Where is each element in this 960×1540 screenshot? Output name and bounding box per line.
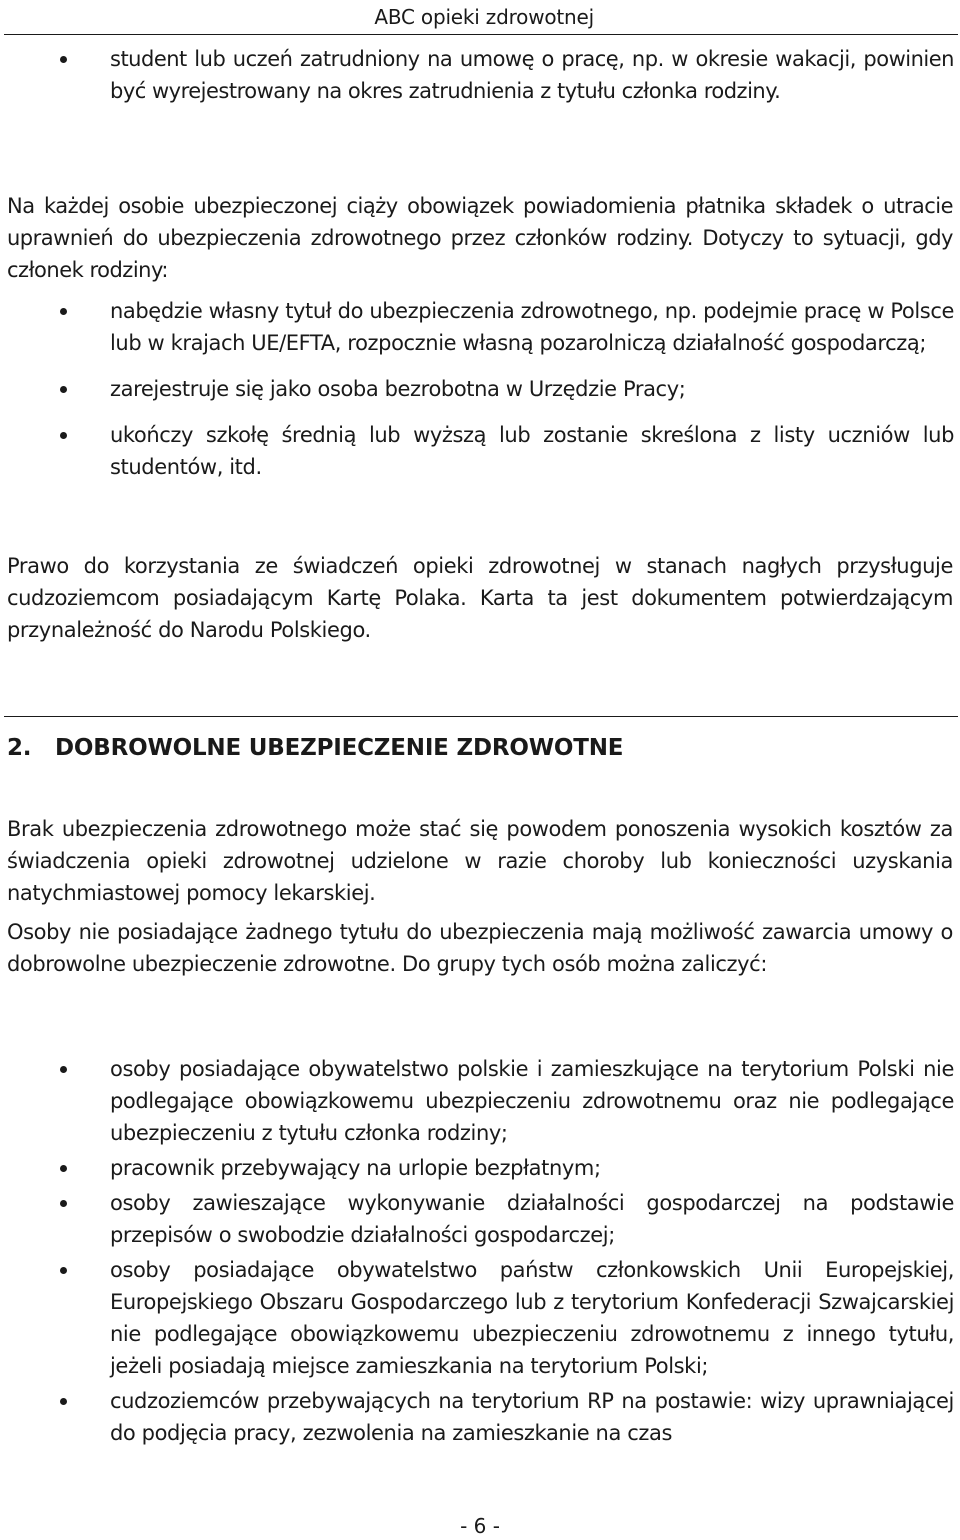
list-item-text: pracownik przebywający na urlopie bezpłatnym; <box>110 1156 601 1180</box>
voluntary-group-list <box>0 1053 960 1449</box>
notification-duty-paragraph: Na każdej osobie ubezpieczonej ciąży obowiązek powiadomienia płatnika składek o utracie uprawnień do ubezpieczenia zdrowotnego przez członków rodziny. Dotyczy to sytuacji, gdy członek rodziny: <box>7 194 953 282</box>
list-item <box>0 1385 960 1449</box>
bullet-icon <box>60 432 67 439</box>
bullet-icon <box>60 1200 67 1207</box>
list-item <box>0 295 960 359</box>
list-item-text: nabędzie własny tytuł do ubezpieczenia zdrowotnego, np. podejmie pracę w Polsce lub w krajach UE/EFTA, rozpocznie własną pozarolniczą działalność gospodarczą; <box>110 299 954 355</box>
bullet-icon <box>60 1066 67 1073</box>
bullet-icon <box>60 386 67 393</box>
section-heading <box>7 733 623 763</box>
list-item-text: student lub uczeń zatrudniony na umowę o pracę, np. w okresie wakacji, powinien być wyrejestrowany na okres zatrudnienia z tytułu członka rodziny. <box>110 47 954 103</box>
running-header-title: ABC opieki zdrowotnej <box>374 5 594 29</box>
list-item <box>0 1254 960 1382</box>
list-item-text: zarejestruje się jako osoba bezrobotna w Urzędzie Pracy; <box>110 377 686 401</box>
polish-card-paragraph: Prawo do korzystania ze świadczeń opieki zdrowotnej w stanach nagłych przysługuje cudzoziemcom posiadającym Kartę Polaka. Karta ta jest dokumentem potwierdzającym przynależność do Narodu Polskiego. <box>7 554 953 642</box>
bullet-icon <box>60 1165 67 1172</box>
no-insurance-paragraph: Brak ubezpieczenia zdrowotnego może stać się powodem ponoszenia wysokich kosztów za świadczenia opieki zdrowotnej udzielone w razie choroby lub konieczności uzyskania natychmiastowej pomocy lekarskiej. <box>7 817 953 905</box>
list-item <box>0 373 960 405</box>
section-number: 2. <box>7 735 32 761</box>
list-item-text: osoby posiadające obywatelstwo państw członkowskich Unii Europejskiej, Europejskiego Obszaru Gospodarczego lub z terytorium Konfederacji Szwajcarskiej nie podlegające obowiązkowemu ubezpieczeniu zdrowotnemu z innego tytułu, jeżeli posiadają miejsce zamieszkania na terytorium Polski; <box>110 1258 954 1378</box>
list-item <box>0 1187 960 1251</box>
section-rule <box>4 716 958 717</box>
list-item-text: osoby posiadające obywatelstwo polskie i zamieszkujące na terytorium Polski nie podlegające obowiązkowemu ubezpieczeniu zdrowotnemu oraz nie podlegające ubezpieczeniu z tytułu członka rodziny; <box>110 1057 954 1145</box>
header-rule <box>4 34 958 35</box>
voluntary-insurance-paragraph: Osoby nie posiadające żadnego tytułu do ubezpieczenia mają możliwość zawarcia umowy o dobrowolne ubezpieczenie zdrowotne. Do grupy tych osób można zaliczyć: <box>7 920 953 976</box>
section-title: DOBROWOLNE UBEZPIECZENIE ZDROWOTNE <box>55 735 624 761</box>
list-item-text: ukończy szkołę średnią lub wyższą lub zostanie skreślona z listy uczniów lub studentów, itd. <box>110 423 954 479</box>
list-item-text: cudzoziemców przebywających na terytorium RP na postawie: wizy uprawniającej do podjęcia pracy, zezwolenia na zamieszkanie na czas <box>110 1389 954 1445</box>
list-item <box>0 1053 960 1149</box>
list-item <box>0 1152 960 1184</box>
continued-list <box>0 43 960 107</box>
bullet-icon <box>60 1398 67 1405</box>
family-member-list <box>0 295 960 483</box>
bullet-icon <box>60 56 67 63</box>
list-item <box>0 43 960 107</box>
list-item-text: osoby zawieszające wykonywanie działalności gospodarczej na podstawie przepisów o swobodzie działalności gospodarczej; <box>110 1191 954 1247</box>
bullet-icon <box>60 1267 67 1274</box>
page-number: - 6 - <box>460 1514 500 1538</box>
list-item <box>0 419 960 483</box>
bullet-icon <box>60 308 67 315</box>
